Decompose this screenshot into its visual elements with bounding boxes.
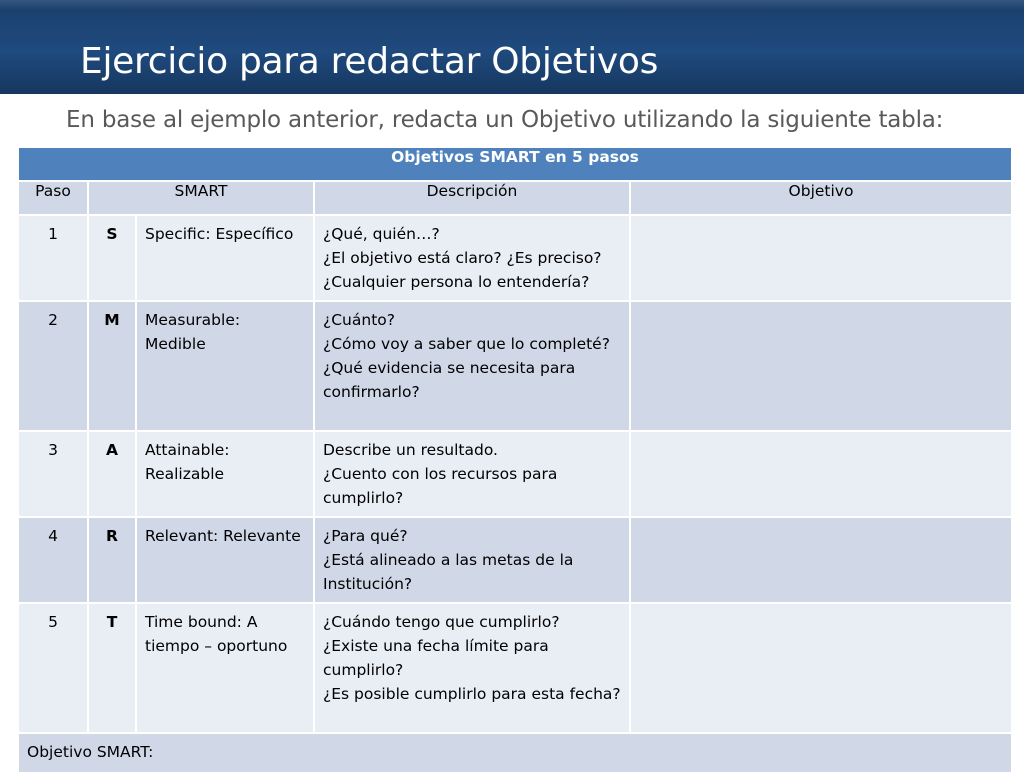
description bbox=[315, 518, 629, 602]
name-cell bbox=[136, 301, 314, 431]
description-line: ¿El objetivo está claro? ¿Es preciso? bbox=[323, 249, 602, 267]
desc-cell bbox=[314, 603, 630, 733]
table-header-row bbox=[18, 181, 1012, 215]
desc-cell bbox=[314, 431, 630, 517]
table-row bbox=[18, 301, 1012, 431]
objetivo-cell[interactable] bbox=[630, 431, 1012, 517]
header-smart: SMART bbox=[88, 181, 314, 215]
title-bar-shine bbox=[0, 0, 1024, 10]
header-paso: Paso bbox=[18, 181, 88, 215]
objetivo-value[interactable] bbox=[631, 302, 1011, 314]
description-line: ¿Qué evidencia se necesita para confirmarlo? bbox=[323, 359, 576, 401]
letter-cell bbox=[88, 431, 136, 517]
table-row bbox=[18, 517, 1012, 603]
table-row bbox=[18, 603, 1012, 733]
paso-number: 1 bbox=[48, 225, 58, 243]
desc-cell bbox=[314, 517, 630, 603]
smart-letter: A bbox=[106, 441, 118, 459]
description-line: ¿Está alineado a las metas de la Institución? bbox=[323, 551, 574, 593]
smart-name: Measurable: Medible bbox=[145, 311, 241, 353]
table-row bbox=[18, 215, 1012, 301]
paso-cell bbox=[18, 517, 88, 603]
header-objetivo: Objetivo bbox=[630, 181, 1012, 215]
smart-letter: S bbox=[106, 225, 118, 243]
paso-cell bbox=[18, 431, 88, 517]
objetivo-value[interactable] bbox=[631, 216, 1011, 228]
description-line: ¿Es posible cumplirlo para esta fecha? bbox=[323, 685, 621, 703]
description-line: Describe un resultado. bbox=[323, 441, 498, 459]
paso-cell bbox=[18, 603, 88, 733]
description-line: ¿Cuánto? bbox=[323, 311, 395, 329]
paso-cell bbox=[18, 301, 88, 431]
smart-table bbox=[17, 146, 1013, 774]
description bbox=[315, 216, 629, 300]
table-banner-row bbox=[18, 147, 1012, 181]
letter-cell bbox=[88, 517, 136, 603]
description bbox=[315, 432, 629, 516]
desc-cell bbox=[314, 301, 630, 431]
objetivo-cell[interactable] bbox=[630, 301, 1012, 431]
letter-cell bbox=[88, 215, 136, 301]
description-line: ¿Cualquier persona lo entendería? bbox=[323, 273, 590, 291]
smart-letter: T bbox=[106, 613, 118, 631]
smart-name: Attainable: Realizable bbox=[145, 441, 230, 483]
paso-number: 3 bbox=[48, 441, 58, 459]
objetivo-value[interactable] bbox=[631, 604, 1011, 616]
name-cell bbox=[136, 431, 314, 517]
header-descripcion: Descripción bbox=[314, 181, 630, 215]
objetivo-cell[interactable] bbox=[630, 603, 1012, 733]
paso-number: 2 bbox=[48, 311, 58, 329]
name-cell bbox=[136, 215, 314, 301]
description-line: ¿Existe una fecha límite para cumplirlo? bbox=[323, 637, 549, 679]
smart-letter: M bbox=[104, 311, 120, 329]
paso-number: 5 bbox=[48, 613, 58, 631]
objetivo-cell[interactable] bbox=[630, 517, 1012, 603]
description-line: ¿Cuándo tengo que cumplirlo? bbox=[323, 613, 560, 631]
table-row bbox=[18, 431, 1012, 517]
description bbox=[315, 604, 629, 712]
slide-title: Ejercicio para redactar Objetivos bbox=[80, 41, 659, 82]
objetivo-value[interactable] bbox=[631, 432, 1011, 444]
letter-cell bbox=[88, 301, 136, 431]
smart-name: Relevant: Relevante bbox=[145, 527, 301, 545]
name-cell bbox=[136, 517, 314, 603]
objetivo-smart-cell[interactable] bbox=[18, 733, 1012, 773]
objetivo-cell[interactable] bbox=[630, 215, 1012, 301]
smart-letter: R bbox=[106, 527, 118, 545]
objetivo-value[interactable] bbox=[631, 518, 1011, 530]
objetivo-smart-label: Objetivo SMART: bbox=[27, 743, 154, 761]
letter-cell bbox=[88, 603, 136, 733]
smart-name: Specific: Específico bbox=[145, 225, 294, 243]
paso-cell bbox=[18, 215, 88, 301]
table-footer-row bbox=[18, 733, 1012, 773]
description-line: ¿Cuento con los recursos para cumplirlo? bbox=[323, 465, 558, 507]
description-line: ¿Qué, quién…? bbox=[323, 225, 440, 243]
slide-subtitle: En base al ejemplo anterior, redacta un Objetivo utilizando la siguiente tabla: bbox=[66, 107, 944, 133]
description-line: ¿Para qué? bbox=[323, 527, 408, 545]
smart-name: Time bound: A tiempo – oportuno bbox=[145, 613, 288, 655]
desc-cell bbox=[314, 215, 630, 301]
table-banner: Objetivos SMART en 5 pasos bbox=[18, 147, 1012, 181]
name-cell bbox=[136, 603, 314, 733]
description bbox=[315, 302, 629, 410]
paso-number: 4 bbox=[48, 527, 58, 545]
description-line: ¿Cómo voy a saber que lo completé? bbox=[323, 335, 610, 353]
